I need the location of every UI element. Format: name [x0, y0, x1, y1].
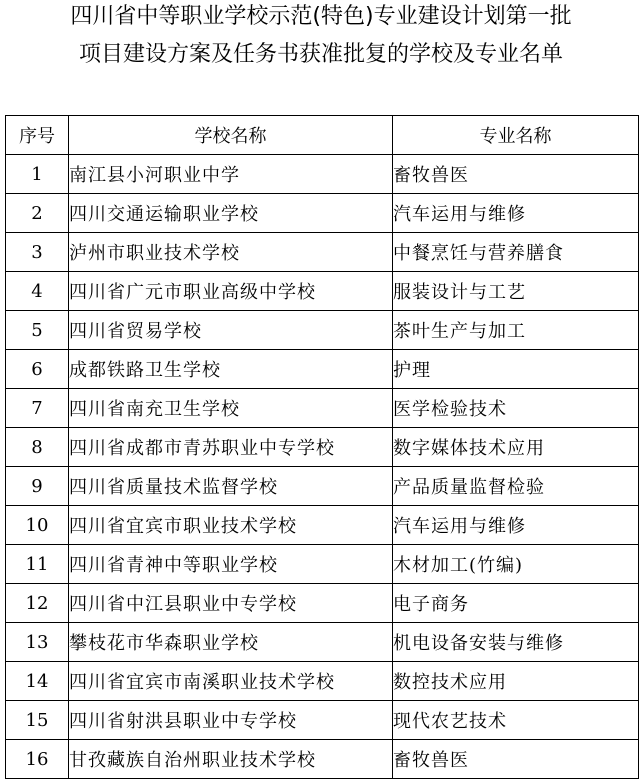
- table-row: [6, 506, 639, 545]
- row-index: 2: [6, 194, 69, 233]
- title-line-2: 项目建设方案及任务书获准批复的学校及专业名单: [78, 42, 563, 67]
- title-line-1: 四川省中等职业学校示范(特色)专业建设计划第一批: [70, 4, 572, 29]
- row-school: 泸州市职业技术学校: [69, 233, 393, 272]
- row-index: 1: [6, 155, 69, 194]
- row-index: 5: [6, 311, 69, 350]
- row-major: 汽车运用与维修: [393, 194, 639, 233]
- table-row: [6, 467, 639, 506]
- row-school: 四川省中江县职业中专学校: [69, 584, 393, 623]
- school-major-table: [5, 115, 639, 779]
- row-school: 四川省南充卫生学校: [69, 389, 393, 428]
- table-row: [6, 233, 639, 272]
- table-row: [6, 701, 639, 740]
- row-school: 四川交通运输职业学校: [69, 194, 393, 233]
- row-school: 成都铁路卫生学校: [69, 350, 393, 389]
- row-major: 产品质量监督检验: [393, 467, 639, 506]
- row-index: 13: [6, 623, 69, 662]
- row-index: 16: [6, 740, 69, 779]
- table-header-row: [6, 116, 639, 155]
- row-index: 8: [6, 428, 69, 467]
- row-school: 四川省质量技术监督学校: [69, 467, 393, 506]
- table-row: [6, 662, 639, 701]
- header-major: 专业名称: [393, 116, 639, 155]
- row-major: 畜牧兽医: [393, 155, 639, 194]
- row-index: 10: [6, 506, 69, 545]
- row-major: 数控技术应用: [393, 662, 639, 701]
- table-row: [6, 740, 639, 779]
- table-row: [6, 350, 639, 389]
- row-index: 6: [6, 350, 69, 389]
- table-row: [6, 584, 639, 623]
- table-row: [6, 623, 639, 662]
- row-school: 四川省贸易学校: [69, 311, 393, 350]
- row-school: 四川省射洪县职业中专学校: [69, 701, 393, 740]
- row-index: 3: [6, 233, 69, 272]
- row-major: 机电设备安装与维修: [393, 623, 639, 662]
- row-index: 7: [6, 389, 69, 428]
- row-index: 14: [6, 662, 69, 701]
- row-major: 护理: [393, 350, 639, 389]
- row-index: 15: [6, 701, 69, 740]
- row-index: 11: [6, 545, 69, 584]
- row-school: 南江县小河职业中学: [69, 155, 393, 194]
- row-major: 医学检验技术: [393, 389, 639, 428]
- row-major: 中餐烹饪与营养膳食: [393, 233, 639, 272]
- row-school: 四川省宜宾市南溪职业技术学校: [69, 662, 393, 701]
- table-row: [6, 272, 639, 311]
- table-row: [6, 311, 639, 350]
- row-major: 木材加工(竹编): [393, 545, 639, 584]
- header-index: 序号: [6, 116, 69, 155]
- row-index: 12: [6, 584, 69, 623]
- row-index: 4: [6, 272, 69, 311]
- table-row: [6, 389, 639, 428]
- row-major: 现代农艺技术: [393, 701, 639, 740]
- table-row: [6, 545, 639, 584]
- row-school: 甘孜藏族自治州职业技术学校: [69, 740, 393, 779]
- row-school: 四川省青神中等职业学校: [69, 545, 393, 584]
- row-major: 汽车运用与维修: [393, 506, 639, 545]
- row-major: 茶叶生产与加工: [393, 311, 639, 350]
- row-index: 9: [6, 467, 69, 506]
- row-major: 服装设计与工艺: [393, 272, 639, 311]
- row-school: 攀枝花市华森职业学校: [69, 623, 393, 662]
- row-major: 畜牧兽医: [393, 740, 639, 779]
- row-major: 电子商务: [393, 584, 639, 623]
- row-school: 四川省宜宾市职业技术学校: [69, 506, 393, 545]
- document-title: [0, 0, 642, 68]
- table-body: [6, 155, 639, 779]
- table-row: [6, 194, 639, 233]
- table-row: [6, 428, 639, 467]
- row-school: 四川省成都市青苏职业中专学校: [69, 428, 393, 467]
- row-major: 数字媒体技术应用: [393, 428, 639, 467]
- header-school: 学校名称: [69, 116, 393, 155]
- table-row: [6, 155, 639, 194]
- row-school: 四川省广元市职业高级中学校: [69, 272, 393, 311]
